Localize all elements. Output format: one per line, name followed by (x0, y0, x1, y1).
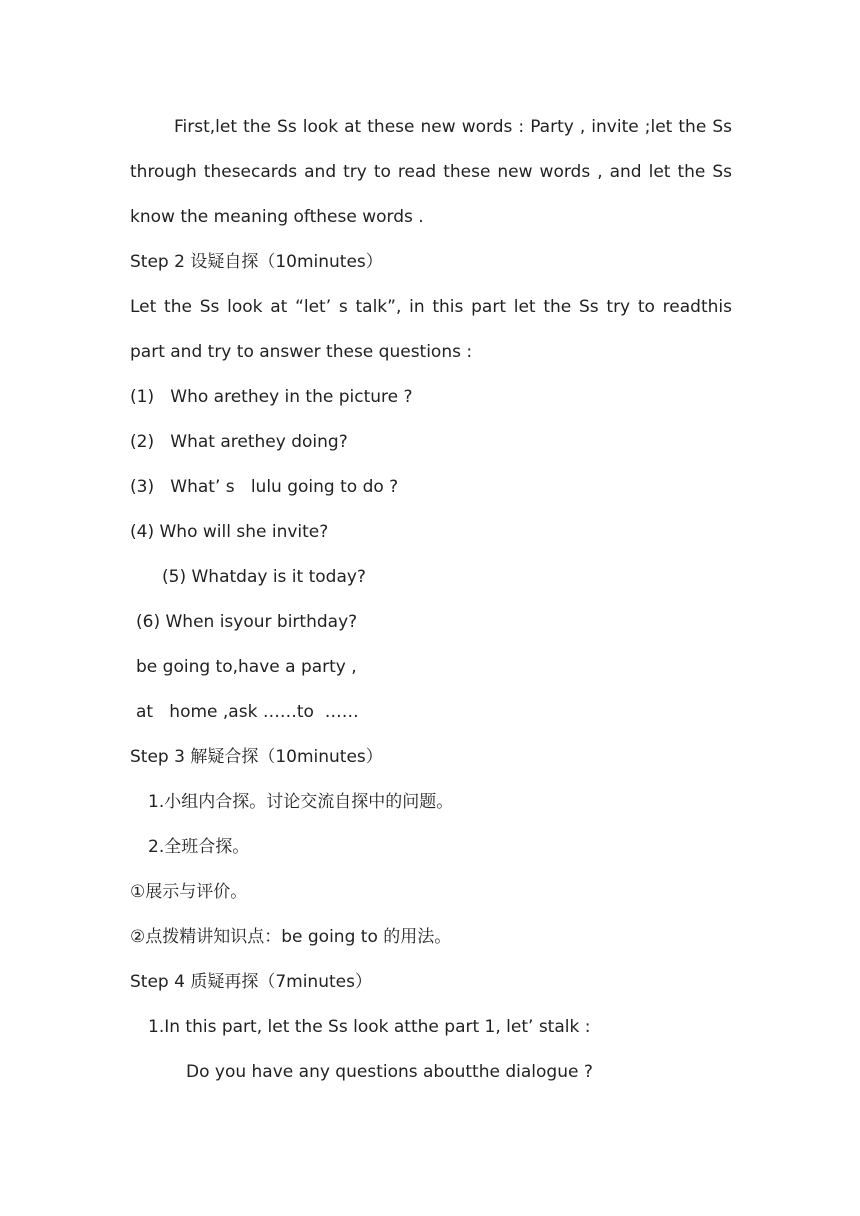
step-2-heading: Step 2 设疑自探（10minutes） (130, 252, 383, 272)
question-6: (6) When isyour birthday? (136, 612, 358, 632)
step-4-heading: Step 4 质疑再探（7minutes） (130, 972, 372, 992)
key-phrase-2: at home ,ask ……to …… (136, 702, 359, 722)
step-4-item-1: 1.In this part, let the Ss look atthe part 1, let’ stalk : (148, 1017, 591, 1037)
question-5: (5) Whatday is it today? (162, 567, 366, 587)
step-2-instruction-line-1: Let the Ss look at “let’ s talk”, in this part let the Ss try to readthis (130, 297, 732, 317)
question-1: (1) Who arethey in the picture ? (130, 387, 413, 407)
step-3-heading: Step 3 解疑合探（10minutes） (130, 747, 383, 767)
step-3-item-1: 1.小组内合探。讨论交流自探中的问题。 (148, 792, 454, 812)
step-3-subitem-2: ②点拨精讲知识点：be going to 的用法。 (130, 927, 452, 947)
step-2-instruction-line-2: part and try to answer these questions : (130, 342, 473, 362)
question-2: (2) What arethey doing? (130, 432, 348, 452)
paragraph-line-2: through thesecards and try to read these new words , and let the Ss (130, 162, 732, 182)
paragraph-line-1: First,let the Ss look at these new words : Party , invite ;let the Ss (174, 117, 732, 137)
step-4-question: Do you have any questions aboutthe dialogue ? (186, 1062, 593, 1082)
step-3-item-2: 2.全班合探。 (148, 837, 250, 857)
question-3: (3) What’ s lulu going to do ? (130, 477, 399, 497)
key-phrase-1: be going to,have a party , (136, 657, 357, 677)
paragraph-line-3: know the meaning ofthese words . (130, 207, 424, 227)
question-4: (4) Who will she invite? (130, 522, 329, 542)
step-3-subitem-1: ①展示与评价。 (130, 882, 248, 902)
